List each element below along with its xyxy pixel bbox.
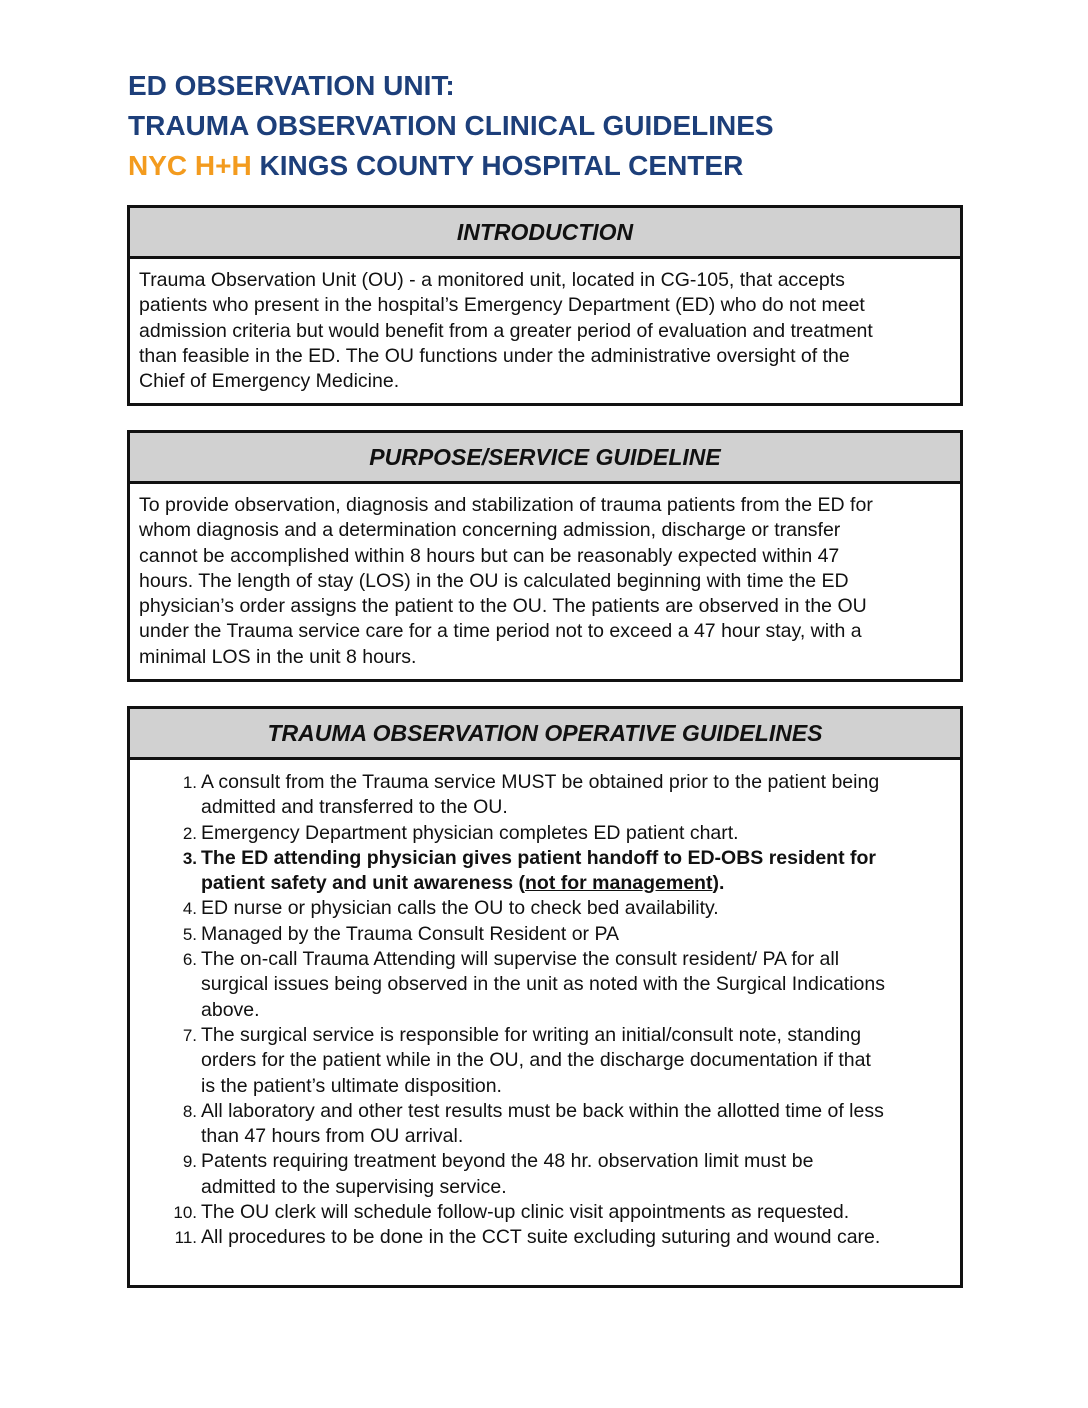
operative-guidelines-body [130,760,960,1261]
introduction-line: Chief of Emergency Medicine. [139,370,400,393]
purpose-line: physician’s order assigns the patient to the OU. The patients are observed in the OU [139,595,867,618]
guideline-number: 3. [182,848,197,868]
guideline-item [139,896,951,921]
guideline-item [139,922,951,947]
operative-guidelines-list [139,770,951,1251]
guideline-number: 10. [173,1203,197,1223]
guideline-item [139,1099,951,1150]
guideline-item [139,1200,951,1225]
guideline-underlined-text: not for management [525,872,713,895]
guideline-line: A consult from the Trauma service MUST be obtained prior to the patient being [201,771,880,793]
guideline-line: All procedures to be done in the CCT suite excluding suturing and wound care. [201,1226,881,1249]
guideline-line: admitted to the supervising service. [201,1175,507,1198]
guideline-line: than 47 hours from OU arrival. [201,1125,464,1148]
guideline-line: is the patient’s ultimate disposition. [201,1074,502,1097]
header-title-line-2: TRAUMA OBSERVATION CLINICAL GUIDELINES [128,110,774,141]
guideline-line: ED nurse or physician calls the OU to check bed availability. [201,897,719,920]
guideline-line: The ED attending physician gives patient handoff to ED-OBS resident for [201,846,876,869]
guideline-text: ). [712,872,725,895]
introduction-line: admission criteria but would benefit from a greater period of evaluation and treatment [139,319,873,342]
guideline-number: 2. [182,823,197,843]
guideline-line: Patents requiring treatment beyond the 48 hr. observation limit must be [201,1150,814,1173]
guideline-number: 4. [182,899,197,919]
header-title-line-3 [128,146,988,186]
introduction-line: patients who present in the hospital’s Emergency Department (ED) who do not meet [139,294,865,317]
purpose-section [127,430,963,682]
guideline-line: surgical issues being observed in the unit as noted with the Surgical Indications [201,973,885,996]
introduction-body [130,259,960,404]
guideline-line: The OU clerk will schedule follow-up clinic visit appointments as requested. [201,1201,850,1224]
header-brand-accent: NYC H+H [128,150,252,181]
guideline-line: orders for the patient while in the OU, and the discharge documentation if that [201,1049,871,1072]
guideline-number: 1. [182,773,197,792]
guideline-item [139,821,951,846]
introduction-heading: INTRODUCTION [130,208,960,259]
operative-guidelines-section [127,706,963,1288]
guideline-number: 8. [182,1101,197,1121]
guideline-item [139,1023,951,1099]
guideline-line: admitted and transferred to the OU. [201,796,508,819]
guideline-number: 6. [182,950,197,970]
header-title-line-1: ED OBSERVATION UNIT: [128,70,455,101]
guideline-line: The on-call Trauma Attending will supervise the consult resident/ PA for all [201,948,840,971]
guideline-number: 9. [182,1152,197,1172]
purpose-line: minimal LOS in the unit 8 hours. [139,645,417,668]
introduction-line: than feasible in the ED. The OU functions under the administrative oversight of the [139,344,850,367]
guideline-number: 7. [182,1025,197,1045]
guideline-line: The surgical service is responsible for writing an initial/consult note, standing [201,1023,862,1046]
guideline-line: Managed by the Trauma Consult Resident or PA [201,922,620,945]
introduction-line: Trauma Observation Unit (OU) - a monitored unit, located in CG-105, that accepts [139,269,845,291]
purpose-line: To provide observation, diagnosis and stabilization of trauma patients from the ED for [139,494,873,516]
guideline-item-emphasized [139,846,951,897]
guideline-number: 11. [174,1228,197,1248]
guideline-line [201,871,951,896]
guideline-item [139,770,951,821]
purpose-body [130,484,960,680]
purpose-line: cannot be accomplished within 8 hours but can be reasonably expected within 47 [139,544,840,567]
purpose-line: hours. The length of stay (LOS) in the OU is calculated beginning with time the ED [139,569,849,592]
guideline-text: patient safety and unit awareness ( [201,872,526,895]
guideline-item [139,1149,951,1200]
purpose-line: under the Trauma service care for a time period not to exceed a 47 hour stay, with a [139,620,862,643]
guideline-item [139,947,951,1023]
purpose-heading: PURPOSE/SERVICE GUIDELINE [130,433,960,484]
header-hospital-name: KINGS COUNTY HOSPITAL CENTER [251,150,744,181]
operative-guidelines-heading: TRAUMA OBSERVATION OPERATIVE GUIDELINES [130,709,960,760]
guideline-line: All laboratory and other test results must be back within the allotted time of less [201,1099,884,1122]
guideline-line: Emergency Department physician completes ED patient chart. [201,821,739,844]
purpose-line: whom diagnosis and a determination concerning admission, discharge or transfer [139,519,841,542]
document-header [128,66,988,186]
guideline-line: above. [201,998,260,1021]
guideline-number: 5. [182,924,197,944]
introduction-section [127,205,963,406]
guideline-item [139,1225,951,1250]
